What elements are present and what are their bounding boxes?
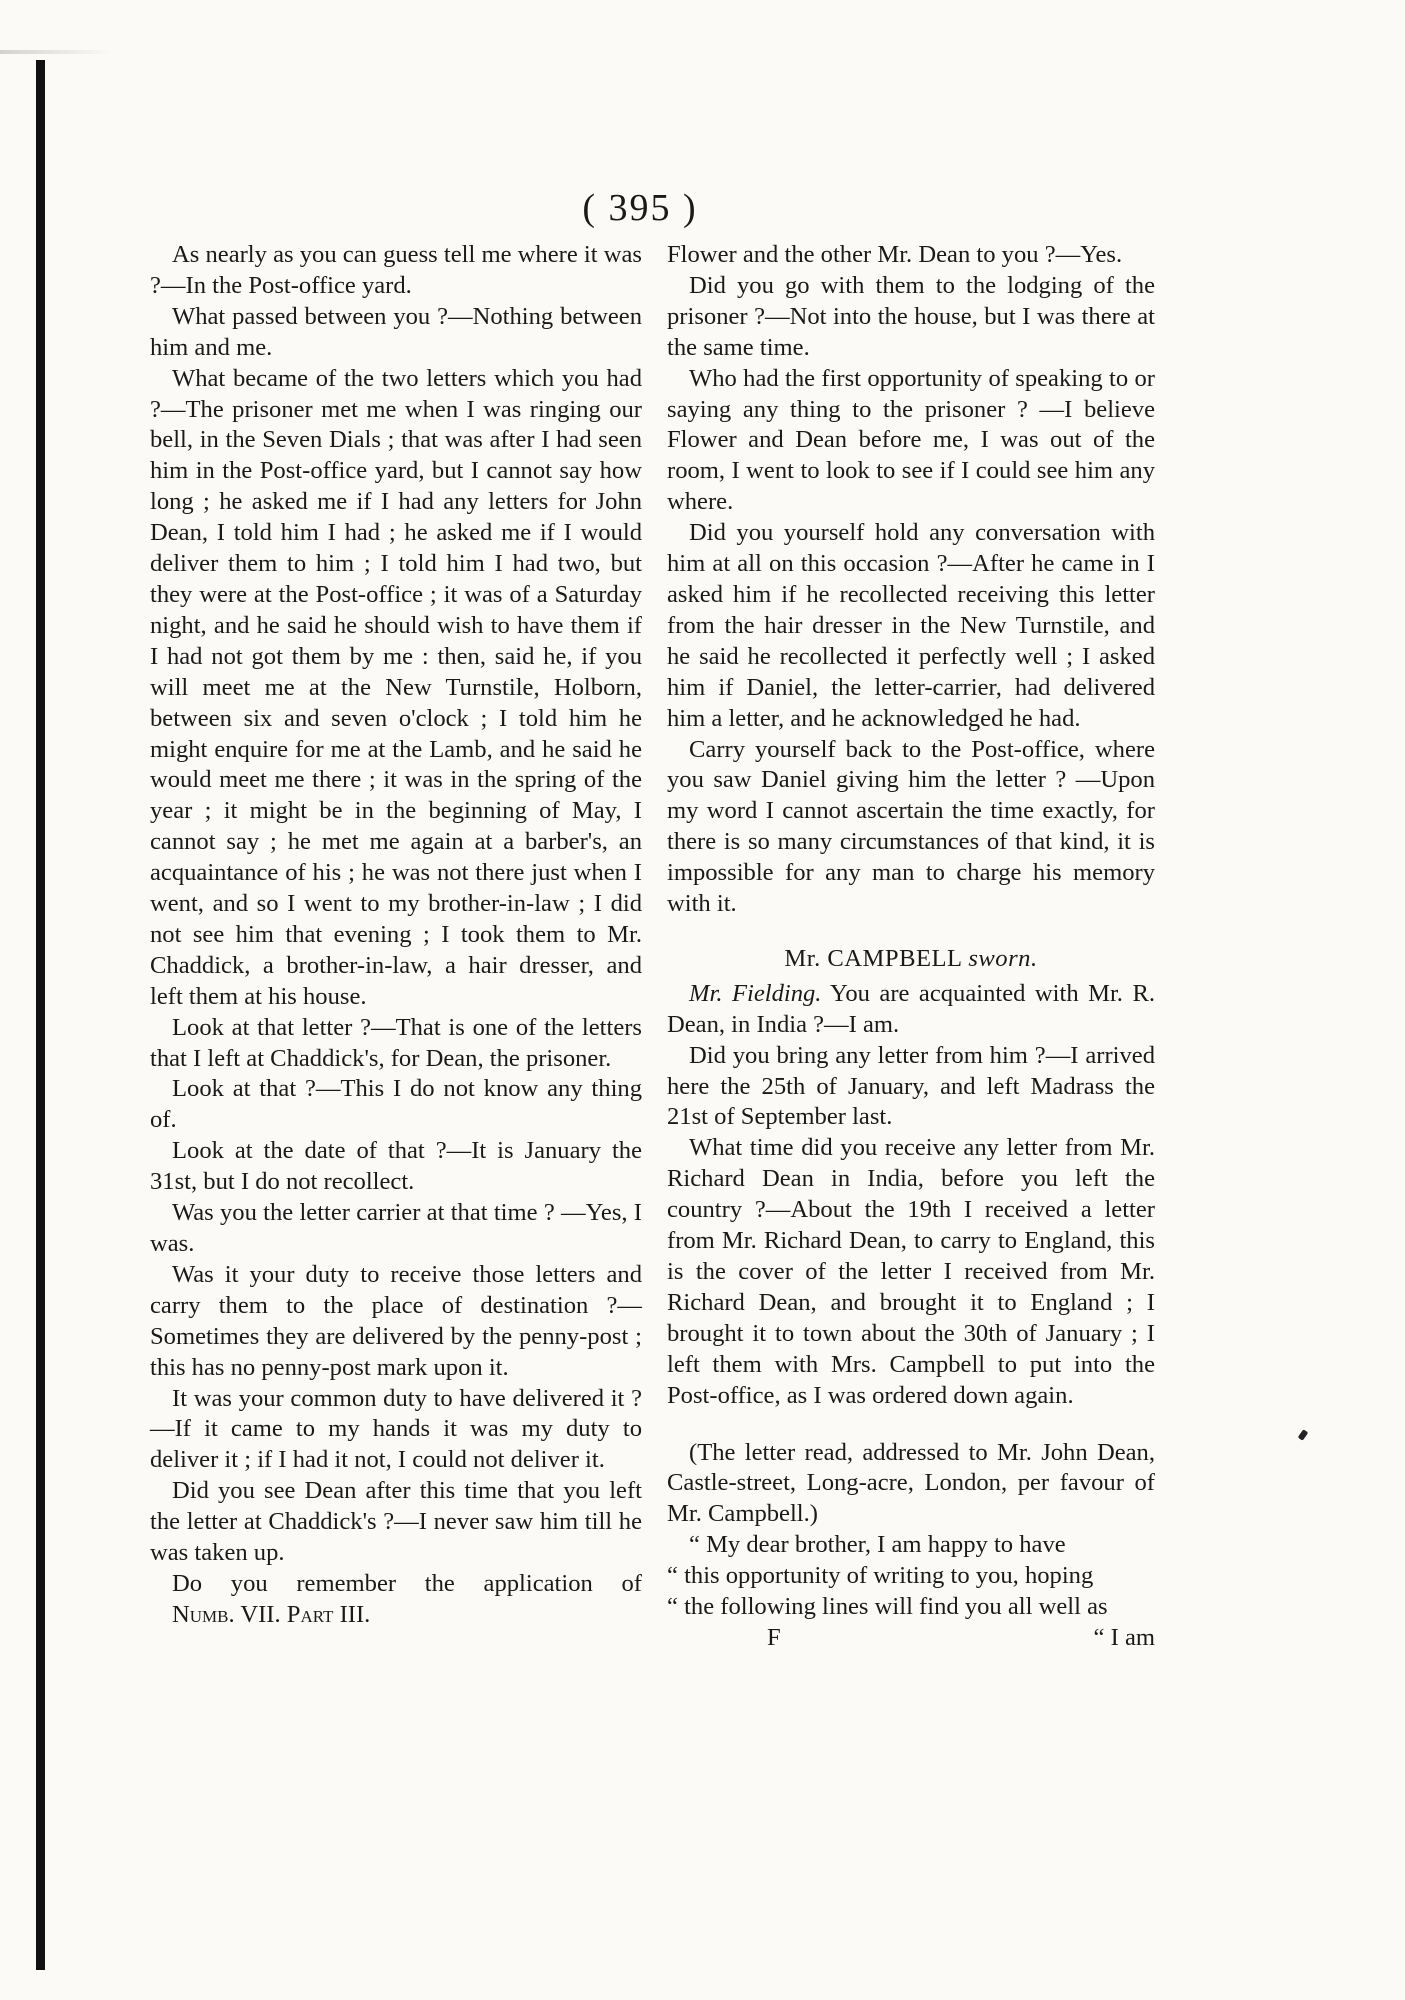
witness-sworn: sworn. — [968, 944, 1038, 972]
letter-line: “ this opportunity of writing to you, hoping — [667, 1562, 1094, 1590]
letter-note: (The letter read, addressed to Mr. John Dean, Castle-street, Long-acre, London, per favour of Mr. Campbell.) — [667, 1438, 1155, 1528]
paragraph: Flower and the other Mr. Dean to you ?—Yes. — [667, 241, 1123, 268]
catchword: “ I am — [1093, 1623, 1155, 1651]
paragraph: Was you the letter carrier at that time ? —Yes, I was. — [150, 1199, 642, 1257]
speaker-name: Mr. Fielding. — [689, 979, 822, 1007]
paragraph: Carry yourself back to the Post-office, where you saw Daniel giving him the letter ? —Upon my word I cannot ascertain the time exactly, for there is so many circumstances of that kind, it is impossible for any man to charge his memory with it. — [667, 735, 1155, 918]
left-column — [150, 240, 642, 1631]
ink-mark — [1298, 1429, 1309, 1441]
paragraph: Look at that ?—This I do not know any thing of. — [150, 1075, 642, 1134]
paragraph: Did you go with them to the lodging of the prisoner ?—Not into the house, but I was there at the same time. — [667, 271, 1155, 361]
paragraph: Did you yourself hold any conversation with him at all on this occasion ?—After he came in I asked him if he recollected receiving this letter from the hair dresser in the New Turnstile, and he said he recollected it perfectly well ; I asked him if Daniel, the letter-carrier, had delivered him a letter, and he acknowledged he had. — [667, 519, 1155, 732]
letter-line: “ My dear brother, I am happy to have — [689, 1531, 1066, 1559]
signature-mark: F — [767, 1623, 781, 1651]
right-column — [667, 240, 1155, 1654]
paragraph: Look at the date of that ?—It is January the 31st, but I do not recollect. — [150, 1137, 642, 1196]
paragraph: Look at that letter ?—That is one of the letters that I left at Chaddick's, for Dean, the prisoner. — [150, 1013, 642, 1072]
paragraph: Do you remember the application of — [172, 1569, 642, 1597]
paragraph: Did you bring any letter from him ?—I arrived here the 25th of January, and left Madrass the 21st of September last. — [667, 1041, 1155, 1131]
paragraph: What passed between you ?—Nothing between him and me. — [150, 302, 642, 361]
paragraph: Was it your duty to receive those letters and carry them to the place of destination ?—Sometimes they are delivered by the penny-post ; this has no penny-post mark upon it. — [150, 1260, 642, 1381]
paragraph-text: You are acquainted with Mr. R. Dean, in India ?—I am. — [667, 979, 1155, 1038]
paragraph: Who had the first opportunity of speaking to or saying any thing to the prisoner ? —I believe Flower and Dean before me, I was out of the room, I went to look to see if I could see him any where. — [667, 364, 1155, 516]
letter-line: “ the following lines will find you all well as — [667, 1593, 1108, 1621]
scan-smudge — [0, 50, 1405, 54]
paragraph: It was your common duty to have delivered it ?—If it came to my hands it was my duty to deliver it ; if I had it not, I could not deliver it. — [150, 1384, 642, 1474]
binding-edge — [36, 60, 45, 1970]
paragraph — [667, 979, 1155, 1041]
paragraph: What time did you receive any letter from Mr. Richard Dean in India, before you left the country ?—About the 19th I received a letter from Mr. Richard Dean, to carry to England, this is the cover of the letter I received from Mr. Richard Dean, and brought it to England ; I brought it to town about the 30th of January ; I left them with Mrs. Campbell to put into the Post-office, as I was ordered down again. — [667, 1134, 1155, 1409]
signature-line: Numb. VII. Part III. — [172, 1600, 371, 1628]
paragraph: What became of the two letters which you had ?—The prisoner met me when I was ringing our bell, in the Seven Dials ; that was after I had seen him in the Post-office yard, but I cannot say how long ; he asked me if I had any letters for John Dean, I told him I had ; he asked me if I would deliver them to him ; I told him I had two, but they were at the Post-office ; it was of a Saturday night, and he said he should wish to have them if I had not got them by me : then, said he, if you will meet me at the New Turnstile, Holborn, between six and seven o'clock ; I told him he might enquire for me at the Lamb, and he said he would meet me there ; it was in the spring of the year ; it might be in the beginning of May, I cannot say ; he met me again at a barber's, an acquaintance of his ; he was not there just when I went, and so I went to my brother-in-law ; I did not see him that evening ; I took them to Mr. Chaddick, a brother-in-law, a hair dresser, and left them at his house. — [150, 364, 642, 1010]
catch-line — [667, 1623, 1155, 1654]
witness-heading — [667, 944, 1155, 975]
witness-name: Mr. CAMPBELL — [784, 944, 962, 972]
page-number: ( 395 ) — [582, 187, 698, 229]
paragraph: Did you see Dean after this time that you left the letter at Chaddick's ?—I never saw him till he was taken up. — [150, 1477, 642, 1567]
paragraph: As nearly as you can guess tell me where it was ?—In the Post-office yard. — [150, 241, 642, 299]
